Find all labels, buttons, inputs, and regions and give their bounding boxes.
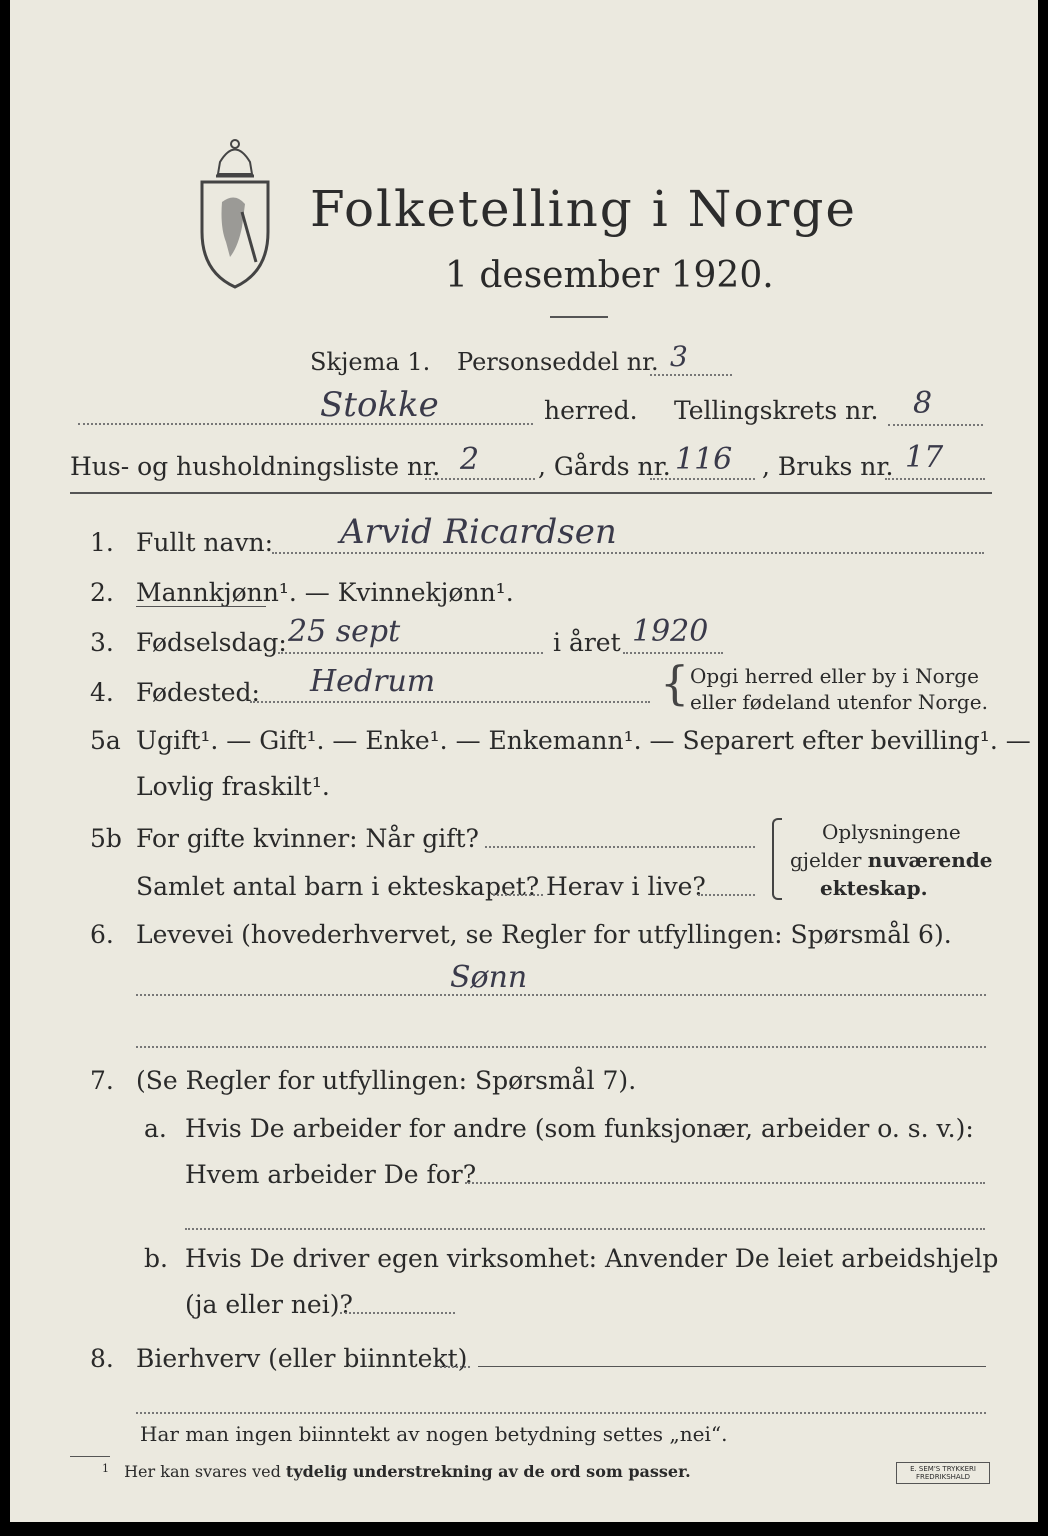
q3-year-label: i året — [553, 628, 621, 657]
q5b-note-3: ekteskap. — [820, 876, 928, 900]
personseddel-value[interactable]: 3 — [670, 340, 688, 373]
q5b-number: 5b — [90, 824, 122, 853]
bruks-label: , Bruks nr. — [762, 452, 894, 481]
gards-label: , Gårds nr. — [538, 452, 671, 481]
q7a-label-2: Hvem arbeider De for? — [185, 1160, 477, 1189]
husholdning-label: Hus- og husholdningsliste nr. — [70, 452, 441, 481]
q4-line — [250, 701, 650, 703]
q5b-note-2 — [790, 848, 993, 872]
q3-number: 3. — [90, 628, 114, 657]
form-date: 1 desember 1920. — [445, 255, 774, 296]
q7b-letter: b. — [144, 1244, 168, 1273]
tellingskrets-line — [888, 424, 983, 426]
q8-line — [440, 1366, 470, 1368]
q3-day-line — [278, 652, 543, 654]
q3-day-value[interactable]: 25 sept — [288, 614, 401, 649]
q7-number: 7. — [90, 1066, 114, 1095]
q4-hint-1: Opgi herred eller by i Norge — [690, 664, 979, 688]
footnote-text-a: Her kan svares ved — [124, 1462, 281, 1481]
q7b-label: Hvis De driver egen virksomhet: Anvender De leiet arbeidshjelp — [185, 1244, 999, 1273]
tellingskrets-value[interactable]: 8 — [913, 386, 933, 421]
q2-number: 2. — [90, 578, 114, 607]
q7a-line-2 — [185, 1228, 985, 1230]
q4-value[interactable]: Hedrum — [310, 664, 436, 699]
q6-label: Levevei (hovederhvervet, se Regler for utfyllingen: Spørsmål 6). — [136, 920, 952, 949]
q6-value[interactable]: Sønn — [450, 960, 528, 995]
q6-line-2 — [136, 1046, 986, 1048]
schema-label: Skjema 1. — [310, 348, 431, 376]
footnote-text-b: tydelig understrekning av de ord som passer. — [285, 1462, 691, 1481]
q1-value[interactable]: Arvid Ricardsen — [340, 512, 617, 552]
personseddel-label: Personseddel nr. — [457, 348, 659, 376]
q2-underline — [136, 606, 266, 607]
q3-label: Fødselsdag: — [136, 628, 287, 657]
q5b-label-2: Samlet antal barn i ekteskapet? — [136, 872, 540, 901]
gards-line — [650, 478, 755, 480]
q8-number: 8. — [90, 1344, 114, 1373]
title-divider — [550, 316, 608, 318]
q6-number: 6. — [90, 920, 114, 949]
q8-label: Bierhverv (eller biinntekt) — [136, 1344, 468, 1373]
q5b-alive-line — [698, 894, 755, 896]
q4-number: 4. — [90, 678, 114, 707]
q7a-line — [465, 1182, 985, 1184]
coat-of-arms-icon — [190, 132, 280, 292]
bruks-line — [885, 478, 985, 480]
census-form — [10, 0, 1038, 1522]
husholdning-value[interactable]: 2 — [460, 442, 480, 477]
nei-note: Har man ingen biinntekt av nogen betydning settes „nei“. — [140, 1422, 728, 1446]
q3-year-value[interactable]: 1920 — [632, 614, 709, 649]
footnote-rule — [70, 1456, 110, 1457]
husholdning-line — [425, 478, 535, 480]
personseddel-line — [650, 374, 732, 376]
bruks-value[interactable]: 17 — [905, 440, 944, 475]
q1-line — [272, 552, 984, 554]
q7b-label-2: (ja eller nei)? — [185, 1290, 353, 1319]
q5b-label: For gifte kvinner: Når gift? — [136, 824, 479, 853]
q4-brace: { — [660, 656, 690, 710]
q7a-label: Hvis De arbeider for andre (som funksjonær, arbeider o. s. v.): — [185, 1114, 974, 1143]
q5b-note-1: Oplysningene — [822, 820, 961, 844]
footnote-marker: 1 — [102, 1462, 109, 1475]
q3-year-line — [623, 652, 723, 654]
q5b-line — [485, 846, 755, 848]
herred-label: herred. — [544, 396, 638, 425]
tellingskrets-label: Tellingskrets nr. — [674, 396, 879, 425]
q7a-letter: a. — [144, 1114, 167, 1143]
printer-stamp-1: E. SEM'S TRYKKERI — [910, 1465, 976, 1473]
q2-label: Mannkjønn¹. — Kvinnekjønn¹. — [136, 578, 514, 607]
q4-hint-2: eller fødeland utenfor Norge. — [690, 690, 988, 714]
q5a-number: 5a — [90, 726, 121, 755]
q5b-bracket — [772, 818, 782, 900]
q5a-label: Ugift¹. — Gift¹. — Enke¹. — Enkemann¹. — Separert efter bevilling¹. — — [136, 726, 1031, 755]
q1-label: Fullt navn: — [136, 528, 274, 557]
q6-line — [136, 994, 986, 996]
q7b-line — [340, 1312, 455, 1314]
q5b-alive-label: Herav i live? — [546, 872, 706, 901]
q5b-note-2a: gjelder — [790, 848, 862, 872]
q4-label: Fødested: — [136, 678, 260, 707]
herred-value[interactable]: Stokke — [320, 385, 439, 425]
printer-stamp — [896, 1462, 990, 1484]
header-rule — [70, 492, 992, 494]
q5b-note-2b: nuværende — [867, 848, 993, 872]
q5b-children-line — [493, 894, 543, 896]
form-title: Folketelling i Norge — [310, 180, 857, 238]
q5a-label-2: Lovlig fraskilt¹. — [136, 772, 330, 801]
footnote — [102, 1462, 691, 1481]
q1-number: 1. — [90, 528, 114, 557]
gards-value[interactable]: 116 — [675, 442, 733, 477]
herred-line — [78, 423, 533, 425]
q7-label: (Se Regler for utfyllingen: Spørsmål 7). — [136, 1066, 637, 1095]
q8-line-3 — [136, 1412, 986, 1414]
q8-line-2 — [478, 1366, 986, 1367]
printer-stamp-2: FREDRIKSHALD — [915, 1473, 970, 1481]
